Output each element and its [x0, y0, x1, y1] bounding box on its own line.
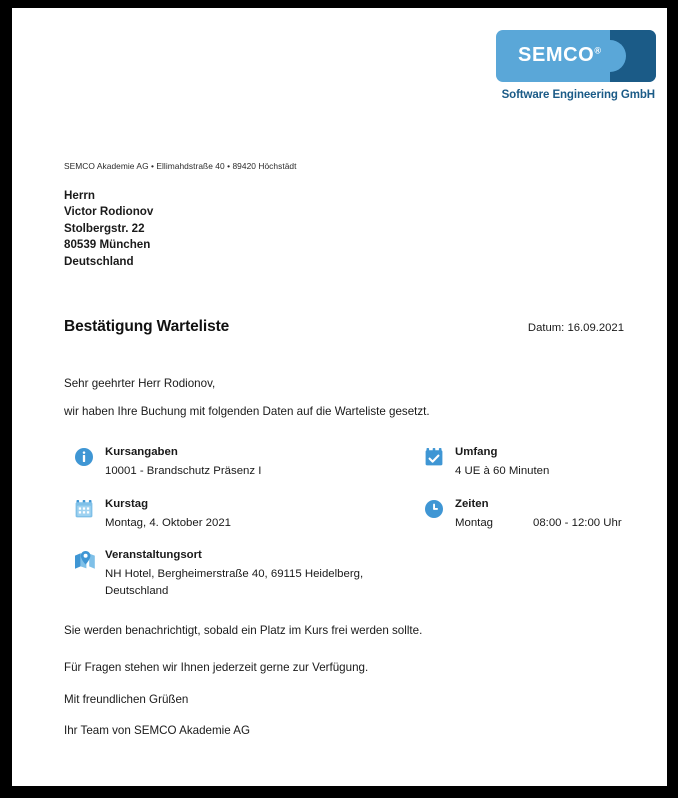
detail-value-continued: Deutschland [105, 584, 169, 597]
logo-mark [496, 30, 656, 82]
map-pin-icon [74, 550, 94, 570]
detail-label: Umfang [455, 446, 498, 458]
detail-venue [74, 548, 644, 599]
detail-scope [424, 445, 644, 480]
salutation: Sehr geehrter Herr Rodionov, [64, 377, 216, 390]
info-circle-icon [74, 447, 94, 467]
detail-course-day [74, 497, 424, 532]
detail-value [455, 515, 622, 532]
closing-paragraph [64, 624, 624, 637]
detail-label: Kurstag [105, 497, 149, 510]
detail-value: Montag, 4. Oktober 2021 [105, 516, 232, 529]
detail-course [74, 445, 424, 480]
closing-paragraph [64, 661, 624, 674]
company-logo [486, 30, 656, 101]
detail-row [74, 445, 644, 480]
recipient-line: Stolbergstr. 22 [64, 221, 145, 235]
times-day: Montag [455, 516, 493, 529]
closing-paragraph [64, 693, 624, 706]
letter-page [12, 8, 667, 786]
detail-value: NH Hotel, Bergheimerstraße 40, 69115 Heidelberg, [105, 568, 364, 580]
calendar-check-icon [424, 447, 444, 467]
detail-spacer [74, 531, 644, 548]
detail-label: Veranstaltungsort [105, 549, 202, 561]
recipient-address [64, 188, 153, 270]
times-range: 08:00 - 12:00 Uhr [533, 516, 622, 529]
detail-value: 4 UE à 60 Minuten [455, 465, 550, 477]
recipient-line: Victor Rodionov [64, 205, 154, 219]
detail-value: 10001 - Brandschutz Präsenz I [105, 465, 262, 477]
detail-label: Zeiten [455, 497, 489, 510]
detail-times [424, 497, 644, 532]
detail-spacer [74, 480, 644, 497]
detail-row [74, 497, 644, 532]
recipient-line: 80539 München [64, 238, 151, 252]
sender-return-line: SEMCO Akademie AG • Ellimahdstraße 40 • 89420 Höchstädt [64, 161, 297, 171]
detail-row [74, 548, 644, 599]
booking-details [74, 445, 644, 599]
logo-registered-mark: ® [594, 45, 602, 56]
closing-text: Sie werden benachrichtigt, sobald ein Platz im Kurs frei werden sollte. [64, 624, 423, 637]
recipient-line: Herrn [64, 189, 95, 202]
closing-text: Ihr Team von SEMCO Akademie AG [64, 724, 251, 737]
detail-text [105, 497, 231, 532]
subject-row [64, 318, 624, 336]
signature-line [64, 724, 624, 737]
detail-text [105, 445, 261, 480]
letter-date: Datum: 16.09.2021 [527, 322, 624, 334]
logo-wordmark [518, 44, 602, 67]
clock-icon [424, 499, 444, 519]
detail-label: Kursangaben [105, 446, 178, 458]
detail-text [105, 548, 363, 599]
closing-text: Für Fragen stehen wir Ihnen jederzeit gerne zur Verfügung. [64, 661, 369, 674]
logo-tagline: Software Engineering GmbH [501, 89, 655, 101]
closing-text: Mit freundlichen Grüßen [64, 693, 189, 706]
calendar-icon [74, 499, 94, 519]
recipient-line: Deutschland [64, 254, 134, 268]
logo-brand-text: SEMCO [518, 44, 595, 66]
detail-text [455, 497, 622, 532]
letter-subject: Bestätigung Warteliste [64, 318, 230, 335]
intro-paragraph: wir haben Ihre Buchung mit folgenden Daten auf die Warteliste gesetzt. [64, 405, 430, 418]
detail-text [455, 445, 549, 480]
